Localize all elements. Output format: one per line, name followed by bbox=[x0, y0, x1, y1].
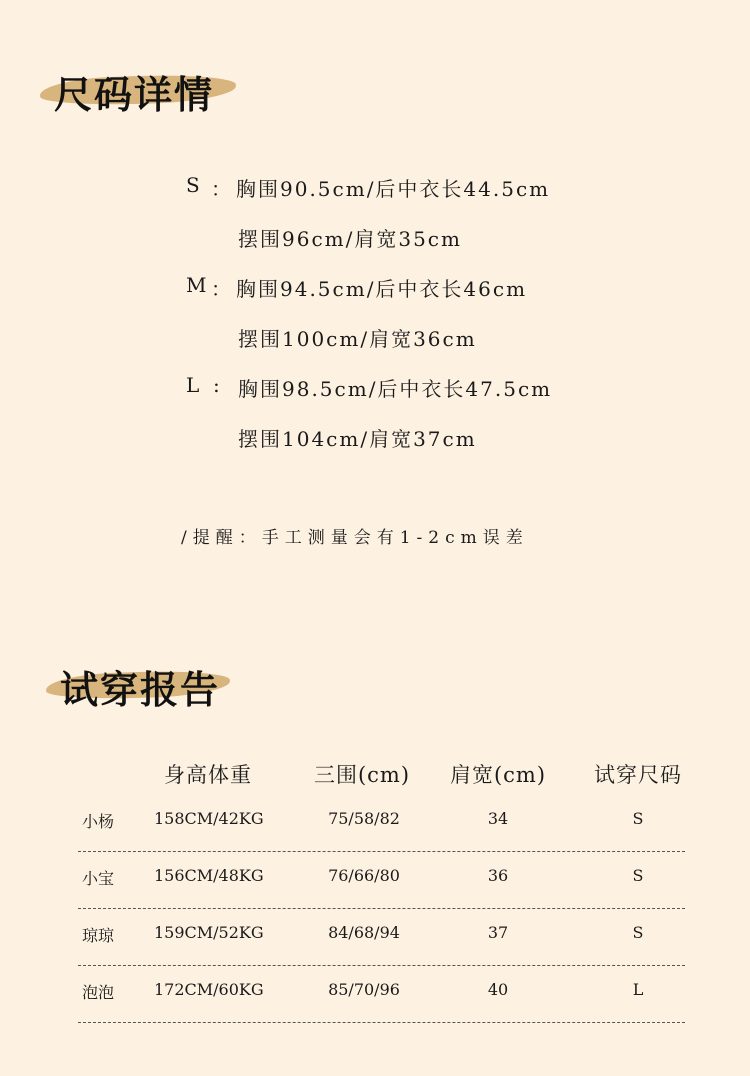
body-measurements: 75/58/82 bbox=[328, 809, 400, 828]
measurement-note: /提醒：手工测量会有1-2cm误差 bbox=[181, 528, 529, 548]
size-measurements-line2: 摆围100cm/肩宽36cm bbox=[238, 327, 477, 351]
header-shoulder: 肩宽(cm) bbox=[449, 763, 547, 787]
size-label: L bbox=[186, 373, 202, 397]
size-measurements-line2: 摆围96cm/肩宽35cm bbox=[238, 227, 462, 251]
height-weight: 158CM/42KG bbox=[154, 809, 264, 828]
fitting-report-heading bbox=[46, 655, 246, 715]
size-label: S bbox=[186, 173, 202, 197]
size-label: M bbox=[186, 273, 209, 297]
size-separator: ： bbox=[211, 277, 233, 301]
row-divider bbox=[78, 1022, 685, 1023]
table-row bbox=[78, 966, 685, 1023]
body-measurements: 76/66/80 bbox=[328, 866, 400, 885]
height-weight: 172CM/60KG bbox=[154, 980, 264, 999]
fitting-report-title: 试穿报告 bbox=[60, 668, 221, 712]
size-measurements-line2: 摆围104cm/肩宽37cm bbox=[238, 427, 477, 451]
size-separator: ： bbox=[211, 177, 233, 201]
fitting-size: S bbox=[632, 866, 644, 885]
header-measurements: 三围(cm) bbox=[313, 763, 411, 787]
table-row bbox=[78, 852, 685, 909]
height-weight: 159CM/52KG bbox=[154, 923, 264, 942]
model-name: 琼琼 bbox=[82, 926, 115, 945]
size-measurements-line1: 胸围90.5cm/后中衣长44.5cm bbox=[236, 177, 551, 201]
size-measurements-line1: 胸围98.5cm/后中衣长47.5cm bbox=[238, 377, 553, 401]
size-entry-s-line2 bbox=[238, 223, 462, 252]
model-name: 小杨 bbox=[82, 812, 115, 831]
model-name: 泡泡 bbox=[82, 983, 115, 1002]
model-name: 小宝 bbox=[82, 869, 115, 888]
height-weight: 156CM/48KG bbox=[154, 866, 264, 885]
shoulder-width: 34 bbox=[487, 809, 509, 828]
table-row bbox=[78, 795, 685, 852]
size-separator: : bbox=[213, 373, 222, 397]
shoulder-width: 37 bbox=[487, 923, 509, 942]
shoulder-width: 36 bbox=[487, 866, 509, 885]
body-measurements: 85/70/96 bbox=[328, 980, 400, 999]
shoulder-width: 40 bbox=[487, 980, 509, 999]
fitting-size: S bbox=[632, 923, 644, 942]
header-fitting-size: 试穿尺码 bbox=[594, 763, 682, 787]
size-entry-l-line2 bbox=[238, 423, 477, 452]
header-height-weight: 身高体重 bbox=[164, 763, 252, 787]
fitting-size: L bbox=[632, 980, 644, 999]
body-measurements: 84/68/94 bbox=[328, 923, 400, 942]
fitting-size: S bbox=[632, 809, 644, 828]
size-entry-m-line2 bbox=[238, 323, 477, 352]
size-details-heading bbox=[40, 60, 250, 120]
table-row bbox=[78, 909, 685, 966]
size-measurements-line1: 胸围94.5cm/后中衣长46cm bbox=[236, 277, 528, 301]
size-details-title: 尺码详情 bbox=[54, 73, 215, 117]
